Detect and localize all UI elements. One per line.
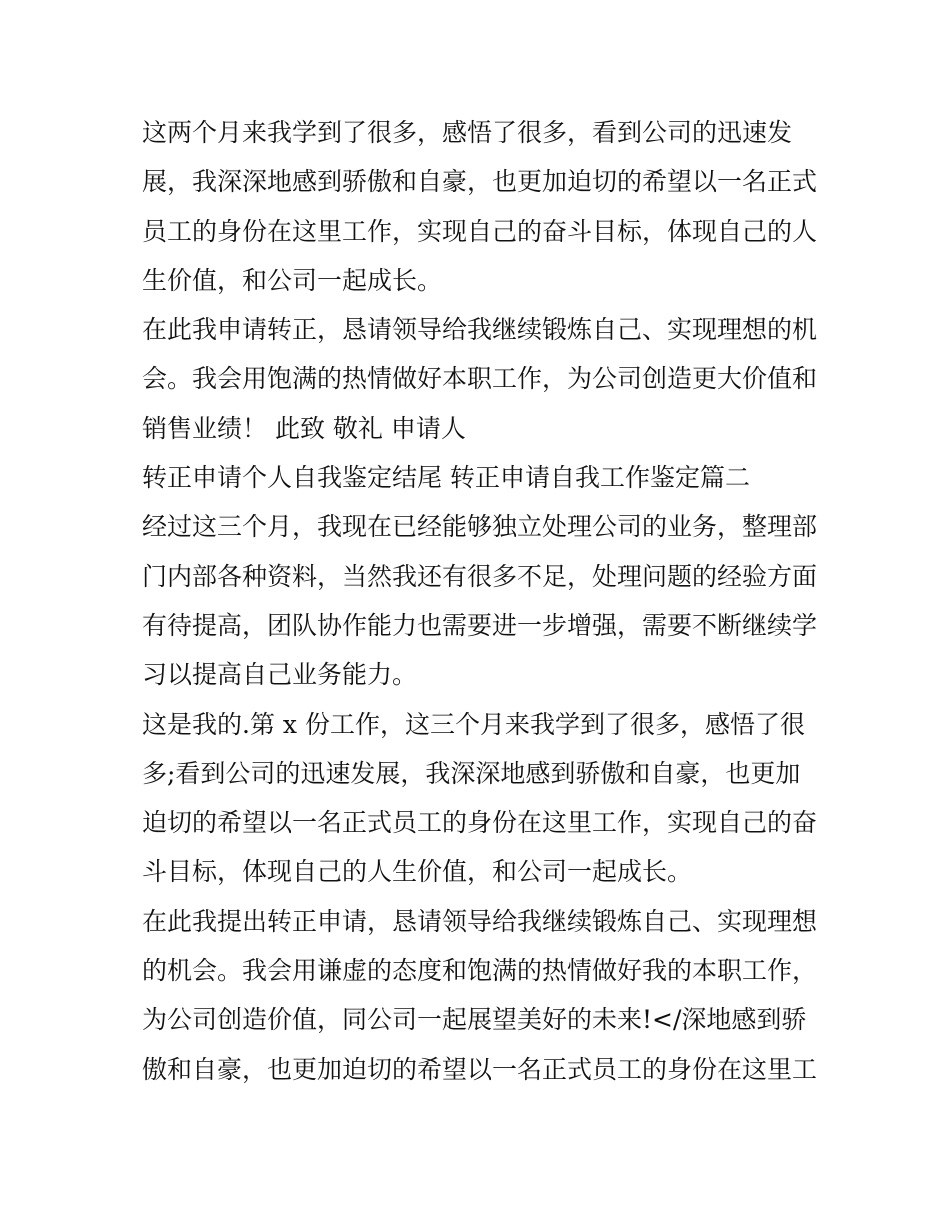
- text-line: 迫切的希望以一名正式员工的身份在这里工作，实现自己的奋: [142, 808, 818, 838]
- text-line: 这是我的.第 x 份工作，这三个月来我学到了很多，感悟了很: [142, 709, 805, 739]
- text-line: 多;看到公司的迅速发展，我深深地感到骄傲和自豪，也更加: [142, 758, 801, 788]
- text-line: 这两个月来我学到了很多，感悟了很多，看到公司的迅速发: [142, 118, 793, 147]
- text-line: 傲和自豪，也更加迫切的希望以一名正式员工的身份在这里工: [142, 1054, 818, 1084]
- section-heading: 转正申请个人自我鉴定结尾 转正申请自我工作鉴定篇二: [142, 463, 750, 493]
- text-line: 斗目标，体现自己的人生价值，和公司一起成长。: [142, 857, 693, 887]
- text-line: 习以提高自己业务能力。: [142, 660, 418, 690]
- text-line: 为公司创造价值，同公司一起展望美好的未来!</深地感到骄: [142, 1005, 807, 1035]
- text-line: 销售业绩！ 此致 敬礼 申请人: [142, 413, 466, 443]
- text-line: 会。我会用饱满的热情做好本职工作，为公司创造更大价值和: [142, 364, 818, 394]
- text-line: 在此我提出转正申请，恳请领导给我继续锻炼自己、实现理想: [142, 906, 818, 936]
- text-line: 门内部各种资料，当然我还有很多不足，处理问题的经验方面: [142, 561, 818, 591]
- text-line: 在此我申请转正，恳请领导给我继续锻炼自己、实现理想的机: [142, 315, 818, 345]
- document-body: [142, 108, 822, 1094]
- text-line: 有待提高，团队协作能力也需要进一步增强，需要不断继续学: [142, 610, 818, 640]
- text-line: 员工的身份在这里工作，实现自己的奋斗目标，体现自己的人: [142, 216, 818, 246]
- text-line: 生价值，和公司一起成长。: [142, 265, 443, 295]
- text-line: 经过这三个月，我现在已经能够独立处理公司的业务，整理部: [142, 512, 818, 542]
- text-line: 展，我深深地感到骄傲和自豪，也更加迫切的希望以一名正式: [142, 167, 818, 197]
- text-line: 的机会。我会用谦虚的态度和饱满的热情做好我的本职工作，: [142, 956, 818, 986]
